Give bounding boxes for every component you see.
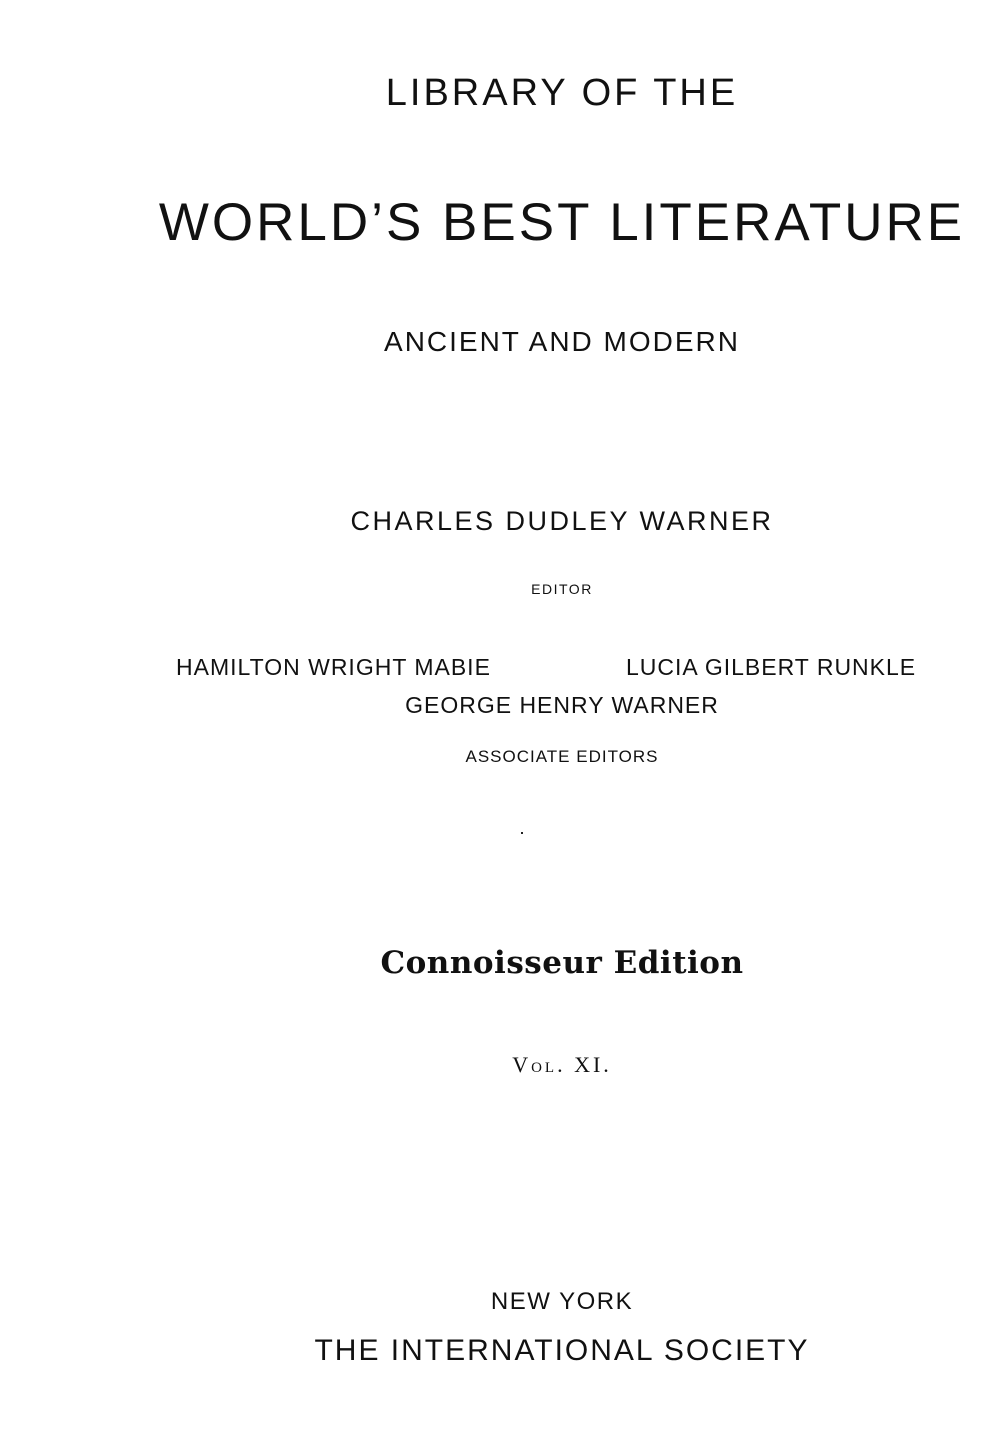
- associate-editor-1: HAMILTON WRIGHT MABIE: [176, 654, 491, 680]
- imprint-city: NEW YORK: [490, 1288, 634, 1315]
- associate-editors-role: ASSOCIATE EDITORS: [465, 747, 659, 766]
- associate-editor-2: LUCIA GILBERT RUNKLE: [626, 654, 917, 680]
- editor-role: EDITOR: [531, 581, 593, 597]
- volume-number: Vol. XI.: [512, 1052, 612, 1077]
- imprint-publisher: THE INTERNATIONAL SOCIETY: [314, 1334, 810, 1367]
- associate-editor-3: GEORGE HENRY WARNER: [405, 692, 719, 718]
- print-speck: [521, 832, 523, 834]
- editor-name: CHARLES DUDLEY WARNER: [350, 506, 774, 536]
- subtitle: ANCIENT AND MODERN: [384, 326, 740, 357]
- series-prefix: LIBRARY OF THE: [385, 72, 739, 114]
- edition-name: Connoisseur Edition: [380, 945, 744, 981]
- series-title: WORLD’S BEST LITERATURE: [158, 193, 966, 252]
